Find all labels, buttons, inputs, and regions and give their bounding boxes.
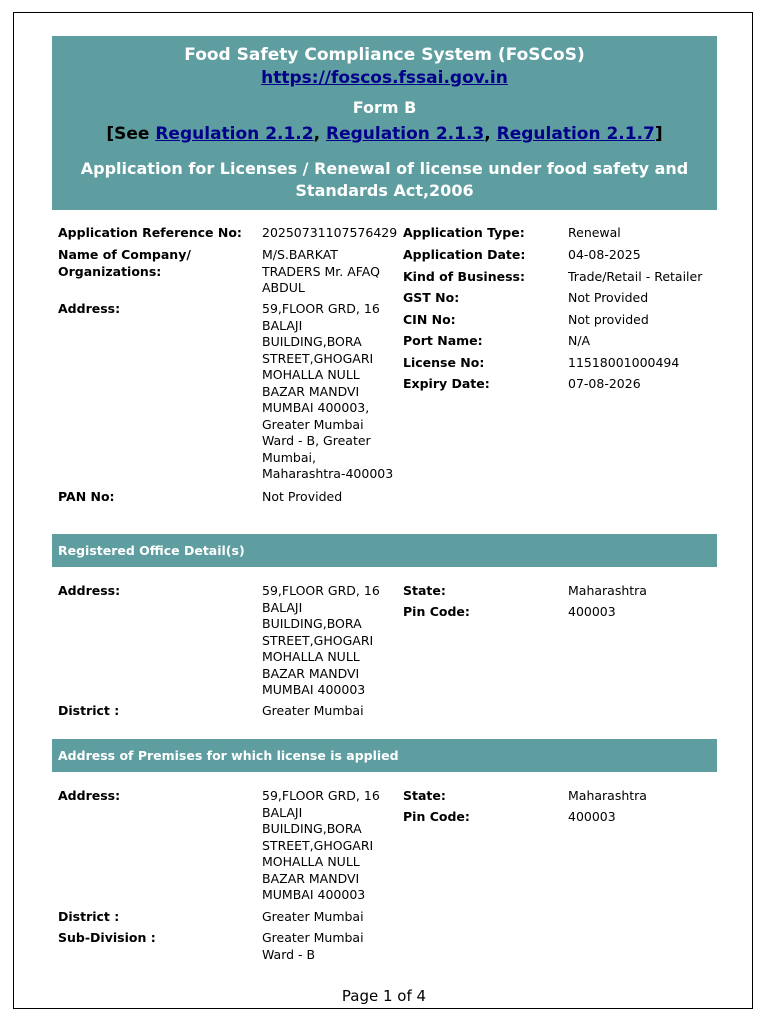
app-type-value: Renewal [568,225,621,240]
premises-header: Address of Premises for which license is applied [52,739,717,772]
portal-link[interactable]: https://foscos.fssai.gov.in [261,68,508,88]
regulation-line: [See Regulation 2.1.2, Regulation 2.1.3, Regulation 2.1.7] [106,124,663,144]
app-date-label: Application Date: [403,247,526,262]
form-title: Form B [352,98,417,117]
premises-district-value: Greater Mumbai [262,909,364,924]
ro-address-label: Address: [58,583,121,598]
port-value: N/A [568,333,591,348]
premises-pin-value: 400003 [568,809,616,824]
ro-address-value: 59,FLOOR GRD, 16 BALAJI BUILDING,BORA STREET,GHOGARI MOHALLA NULL BAZAR MANDVI MUMBAI 400003 [262,583,380,697]
ro-pin-value: 400003 [568,604,616,619]
pan-label: PAN No: [58,489,115,504]
system-title: Food Safety Compliance System (FoSCoS) [184,45,585,65]
app-date-value: 04-08-2025 [568,247,641,262]
registered-office-header: Registered Office Detail(s) [52,534,717,567]
ro-pin-label: Pin Code: [403,604,470,619]
company-label: Name of Company/ Organizations: [58,247,191,279]
company-value: M/S.BARKAT TRADERS Mr. AFAQ ABDUL [262,247,380,295]
regulation-2-1-7-link[interactable]: Regulation 2.1.7 [496,124,655,144]
regulation-2-1-3-link[interactable]: Regulation 2.1.3 [325,124,485,144]
app-ref-label: Application Reference No: [58,225,242,240]
premises-pin-label: Pin Code: [403,809,470,824]
premises-district-label: District : [58,909,120,924]
application-title: Application for Licenses / Renewal of license under food safety and Standards Act,2006 [80,159,689,200]
ro-district-label: District : [58,703,120,718]
premises-subdivision-value: Greater Mumbai Ward - B [262,930,364,962]
premises-address-label: Address: [58,788,121,803]
address-value: 59,FLOOR GRD, 16 BALAJI BUILDING,BORA STREET,GHOGARI MOHALLA NULL BAZAR MANDVI MUMBAI 400003, Greater Mumbai Ward - B, Greater Mumbai, Maharashtra-400003 [262,301,394,481]
premises-state-value: Maharashtra [568,788,647,803]
cin-label: CIN No: [403,312,456,327]
expiry-label: Expiry Date: [403,376,490,391]
ro-state-label: State: [403,583,446,598]
license-value: 11518001000494 [568,355,680,370]
app-ref-value: 20250731107576429 [262,225,398,240]
ro-district-value: Greater Mumbai [262,703,364,718]
app-type-label: Application Type: [403,225,525,240]
premises-state-label: State: [403,788,446,803]
regulation-2-1-2-link[interactable]: Regulation 2.1.2 [155,124,314,144]
premises-address-value: 59,FLOOR GRD, 16 BALAJI BUILDING,BORA STREET,GHOGARI MOHALLA NULL BAZAR MANDVI MUMBAI 400003 [262,788,380,902]
header-banner [52,36,717,210]
port-label: Port Name: [403,333,483,348]
gst-value: Not Provided [568,290,649,305]
kind-label: Kind of Business: [403,269,525,284]
address-label: Address: [58,301,121,316]
gst-label: GST No: [403,290,460,305]
license-label: License No: [403,355,485,370]
premises-subdivision-label: Sub-Division : [58,930,156,945]
pan-value: Not Provided [262,489,343,504]
cin-value: Not provided [568,312,649,327]
ro-state-value: Maharashtra [568,583,647,598]
page-number: Page 1 of 4 [341,987,427,1005]
kind-value: Trade/Retail - Retailer [568,269,703,284]
expiry-value: 07-08-2026 [568,376,641,391]
